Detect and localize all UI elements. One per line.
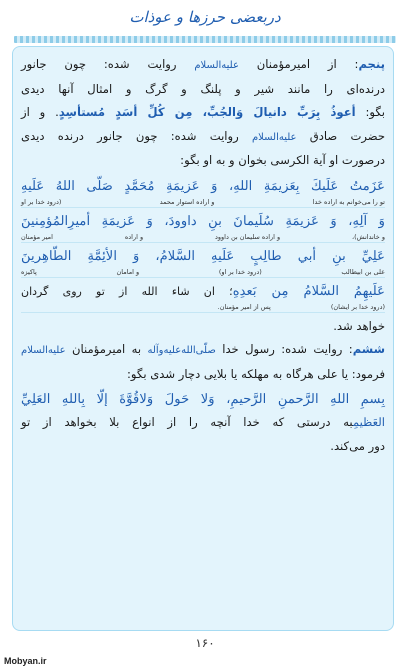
text-span: به درستی که خدا آنچه را از انواع بلا بخواهد از تو	[21, 415, 353, 429]
text-span: : روایت شده: رسول خدا	[222, 342, 353, 356]
arabic-line: بِسمِ اللهِ الرَّحمنِ الرَّحيمِ، وَلا حَولَ وَلاقُوَّةَ إلّا بِاللهِ العَلِيِّ	[21, 392, 385, 407]
gloss-item: (درود خدا بر او	[21, 197, 62, 206]
watermark: Mobyan.ir	[4, 656, 47, 666]
section-label: ششم	[352, 342, 386, 356]
text-line: دور می‌کند.	[330, 438, 385, 453]
text-span: روایت شده: چون جانور درنده دیدی	[21, 128, 239, 143]
arabic-inline: العَظيمِ	[352, 415, 385, 429]
honorific-mark: عليه‌السلام	[194, 60, 239, 71]
gloss-item: (درود خدا بر ایشان)	[330, 302, 385, 311]
text-line: فرمود: یا علی هرگاه به مهلکه یا بلایی دچار شدی بگو:	[127, 366, 385, 381]
gloss-item: علی بن ابیطالب	[341, 267, 385, 276]
gloss-line	[21, 233, 385, 243]
honorific-mark: عليه‌السلام	[251, 131, 297, 143]
arabic-span: عَلَيهِمُ السَّلامُ مِن بَعدِهِ	[232, 283, 386, 299]
gloss-line	[21, 268, 385, 278]
text-line: درنده‌ای را مانند شیر و پلنگ و گرگ و امثال آنها دیدی	[21, 81, 385, 96]
gloss-item: و خاندانش)،	[352, 232, 385, 241]
text-span: ؛ ان شاء الله از تو روی گردان	[21, 284, 233, 298]
content-frame	[12, 46, 394, 631]
gloss-item: امیر مؤمنان	[21, 232, 53, 241]
text-span: : از امیرمؤمنان	[256, 57, 359, 71]
gloss-line	[21, 303, 385, 313]
section-label: پنجم	[358, 57, 385, 71]
text-line	[21, 53, 385, 78]
gloss-line	[21, 198, 385, 208]
text-span: حضرت صادق	[309, 128, 386, 143]
text-span: به امیرمؤمنان	[71, 342, 142, 356]
gloss-item: و اراده سلیمان بن داوود	[215, 232, 281, 241]
text-line	[21, 411, 385, 435]
text-line	[21, 101, 385, 125]
arabic-inline: أعوذُ بِرَبِّ دانيالَ وَالجُبِّ، مِن كُلِّ أسَدٍ مُستأسِدٍ	[58, 105, 356, 119]
honorific-mark: صلّی‌الله‌علیه‌وآله	[147, 345, 216, 356]
header-ornament	[14, 36, 396, 43]
honorific-mark: عليه‌السلام	[21, 345, 66, 356]
gloss-item: (درود خدا بر او)	[218, 267, 262, 276]
text-span: . و از	[21, 105, 59, 119]
arabic-line: عَزَمتُ عَلَيكَ بِعَزيمَةِ اللهِ، وَ عَزيمَةِ مُحَمَّدٍ صَلّى اللهُ عَلَيهِ	[21, 178, 385, 194]
arabic-line	[21, 280, 385, 303]
text-line: خواهد شد.	[333, 318, 385, 333]
page-header: دربعضی حرزها و عوذات	[129, 8, 281, 26]
text-line	[21, 338, 385, 363]
arabic-line: وَ آلِهِ، وَ عَزيمَةِ سُلَيمانَ بنِ داوودَ، وَ عَزيمَةِ أميرِالمُؤمِنينَ	[21, 213, 385, 229]
gloss-item: و امامان	[116, 267, 140, 276]
text-line	[21, 125, 385, 150]
gloss-item: پاکیزه	[21, 267, 37, 276]
arabic-line: عَلِيِّ بنِ أبي طالِبٍ عَلَيهِ السَّلامُ، وَ الأئِمَّةِ الطّاهِرينَ	[21, 248, 385, 264]
gloss-item: تو را می‌خوانم به اراده خدا	[312, 197, 385, 206]
gloss-item: پس از امیر مؤمنان.	[217, 302, 271, 311]
text-span: بگو:	[355, 105, 385, 119]
gloss-item: و اراده	[124, 232, 144, 241]
gloss-item: و اراده استوار محمد	[159, 197, 215, 206]
text-line: درصورت او آیة الکرسی بخوان و به او بگو:	[180, 153, 385, 167]
page-number: ۱۶۰	[195, 636, 215, 650]
text-span: روایت شده: چون جانور	[21, 57, 177, 71]
